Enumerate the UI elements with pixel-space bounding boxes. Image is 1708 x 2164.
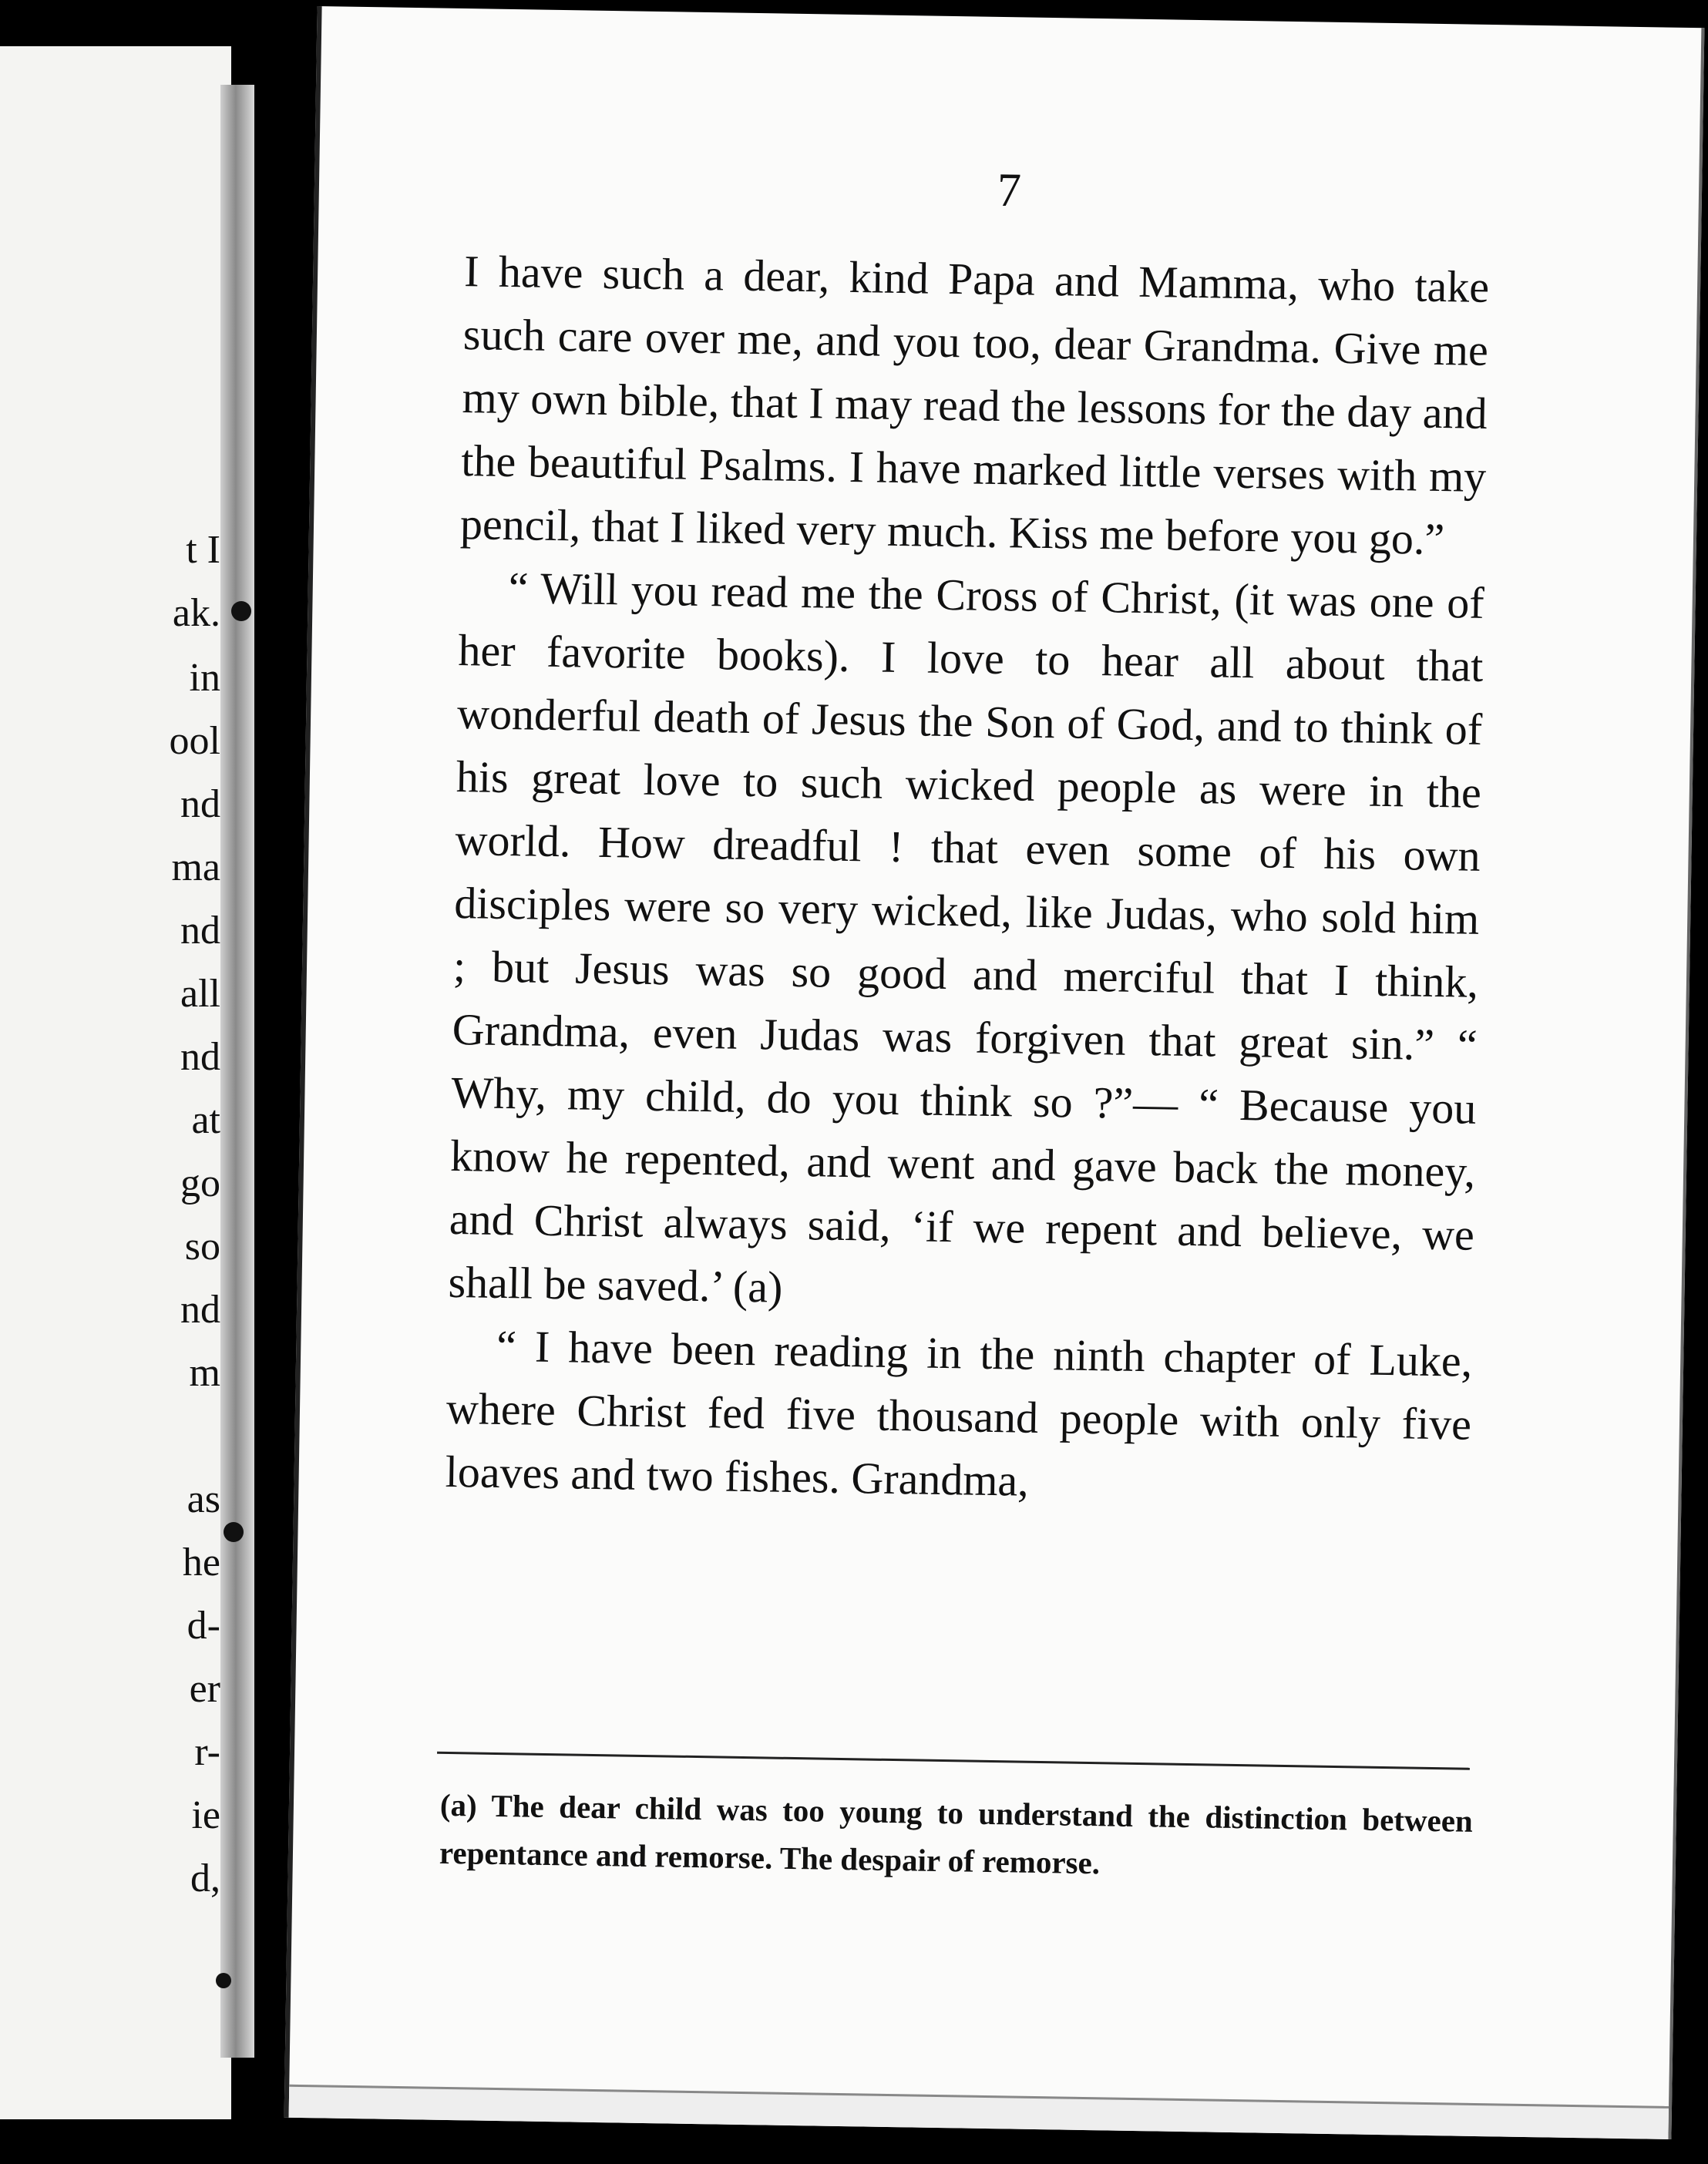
binding-stitch-icon [224, 1522, 244, 1542]
left-page-fragment: nd [180, 1035, 220, 1079]
left-page-fragment: nd [180, 1288, 220, 1332]
left-page-fragment: t I [186, 528, 220, 572]
left-page-fragment: as [187, 1477, 220, 1521]
left-page-fragment: ie [191, 1793, 220, 1837]
body-text [445, 240, 1490, 1520]
page-bottom-edge [289, 2085, 1669, 2139]
left-page-fragment: d, [190, 1857, 220, 1900]
footnote: (a) The dear child was too young to understand the distinction between repentance and remorse. The despair of remorse. [439, 1786, 1474, 1881]
left-page-fragment: ak. [172, 591, 220, 635]
footnote-rule [437, 1752, 1470, 1770]
paragraph: I have such a dear, kind Papa and Mamma, who take such care over me, and you too, dear Grandma. Give me my own bible, that I may read the lessons for the day and the beautiful Psalms. I have marked little verses with my pencil, that I liked very much. Kiss me before you go.” [459, 246, 1490, 565]
left-page-fragment: at [191, 1098, 220, 1142]
page-number: 7 [997, 163, 1022, 217]
left-page-fragment: r- [194, 1730, 220, 1774]
right-page [284, 6, 1705, 2139]
left-page-fragment: ma [171, 845, 220, 889]
left-page-fragment: er [189, 1667, 220, 1711]
left-page-fragment: all [180, 972, 220, 1016]
binding-stitch-icon [231, 601, 251, 621]
left-page-fragment: nd [180, 909, 220, 953]
left-page-fragment: ool [169, 719, 220, 763]
left-page-fragment: go [180, 1161, 220, 1205]
left-page-fragment: m [189, 1351, 220, 1395]
left-page-fragment: so [184, 1225, 220, 1268]
paragraph: “ I have been reading in the ninth chapter of Luke, where Christ fed five thousand people with only five loaves and two fishes. Grandma, [445, 1320, 1473, 1506]
binding-stitch-icon [216, 1973, 231, 1988]
left-page-fragment: nd [180, 782, 220, 826]
book-gutter [220, 85, 254, 2058]
left-facing-page [0, 46, 231, 2119]
left-page-fragment: d- [187, 1604, 220, 1648]
left-page-fragment: in [189, 656, 220, 700]
paragraph: “ Will you read me the Cross of Christ, (it was one of her favorite books). I love to hear all about that wonderful death of Jesus the Son of God, and to think of his great love to such wicked people as were in the world. How dreadful ! that even some of his own disciples were so very wicked, like Judas, who sold him ; but Jesus was so good and merciful that I think, Grandma, even Judas was forgiven that great sin.” “ Why, my child, do you think so ?”— “ Because you know he repented, and went and gave back the money, and Christ always said, ‘if we repent and believe, we shall be saved.’ (a) [448, 563, 1485, 1312]
left-page-fragment: he [182, 1541, 220, 1584]
